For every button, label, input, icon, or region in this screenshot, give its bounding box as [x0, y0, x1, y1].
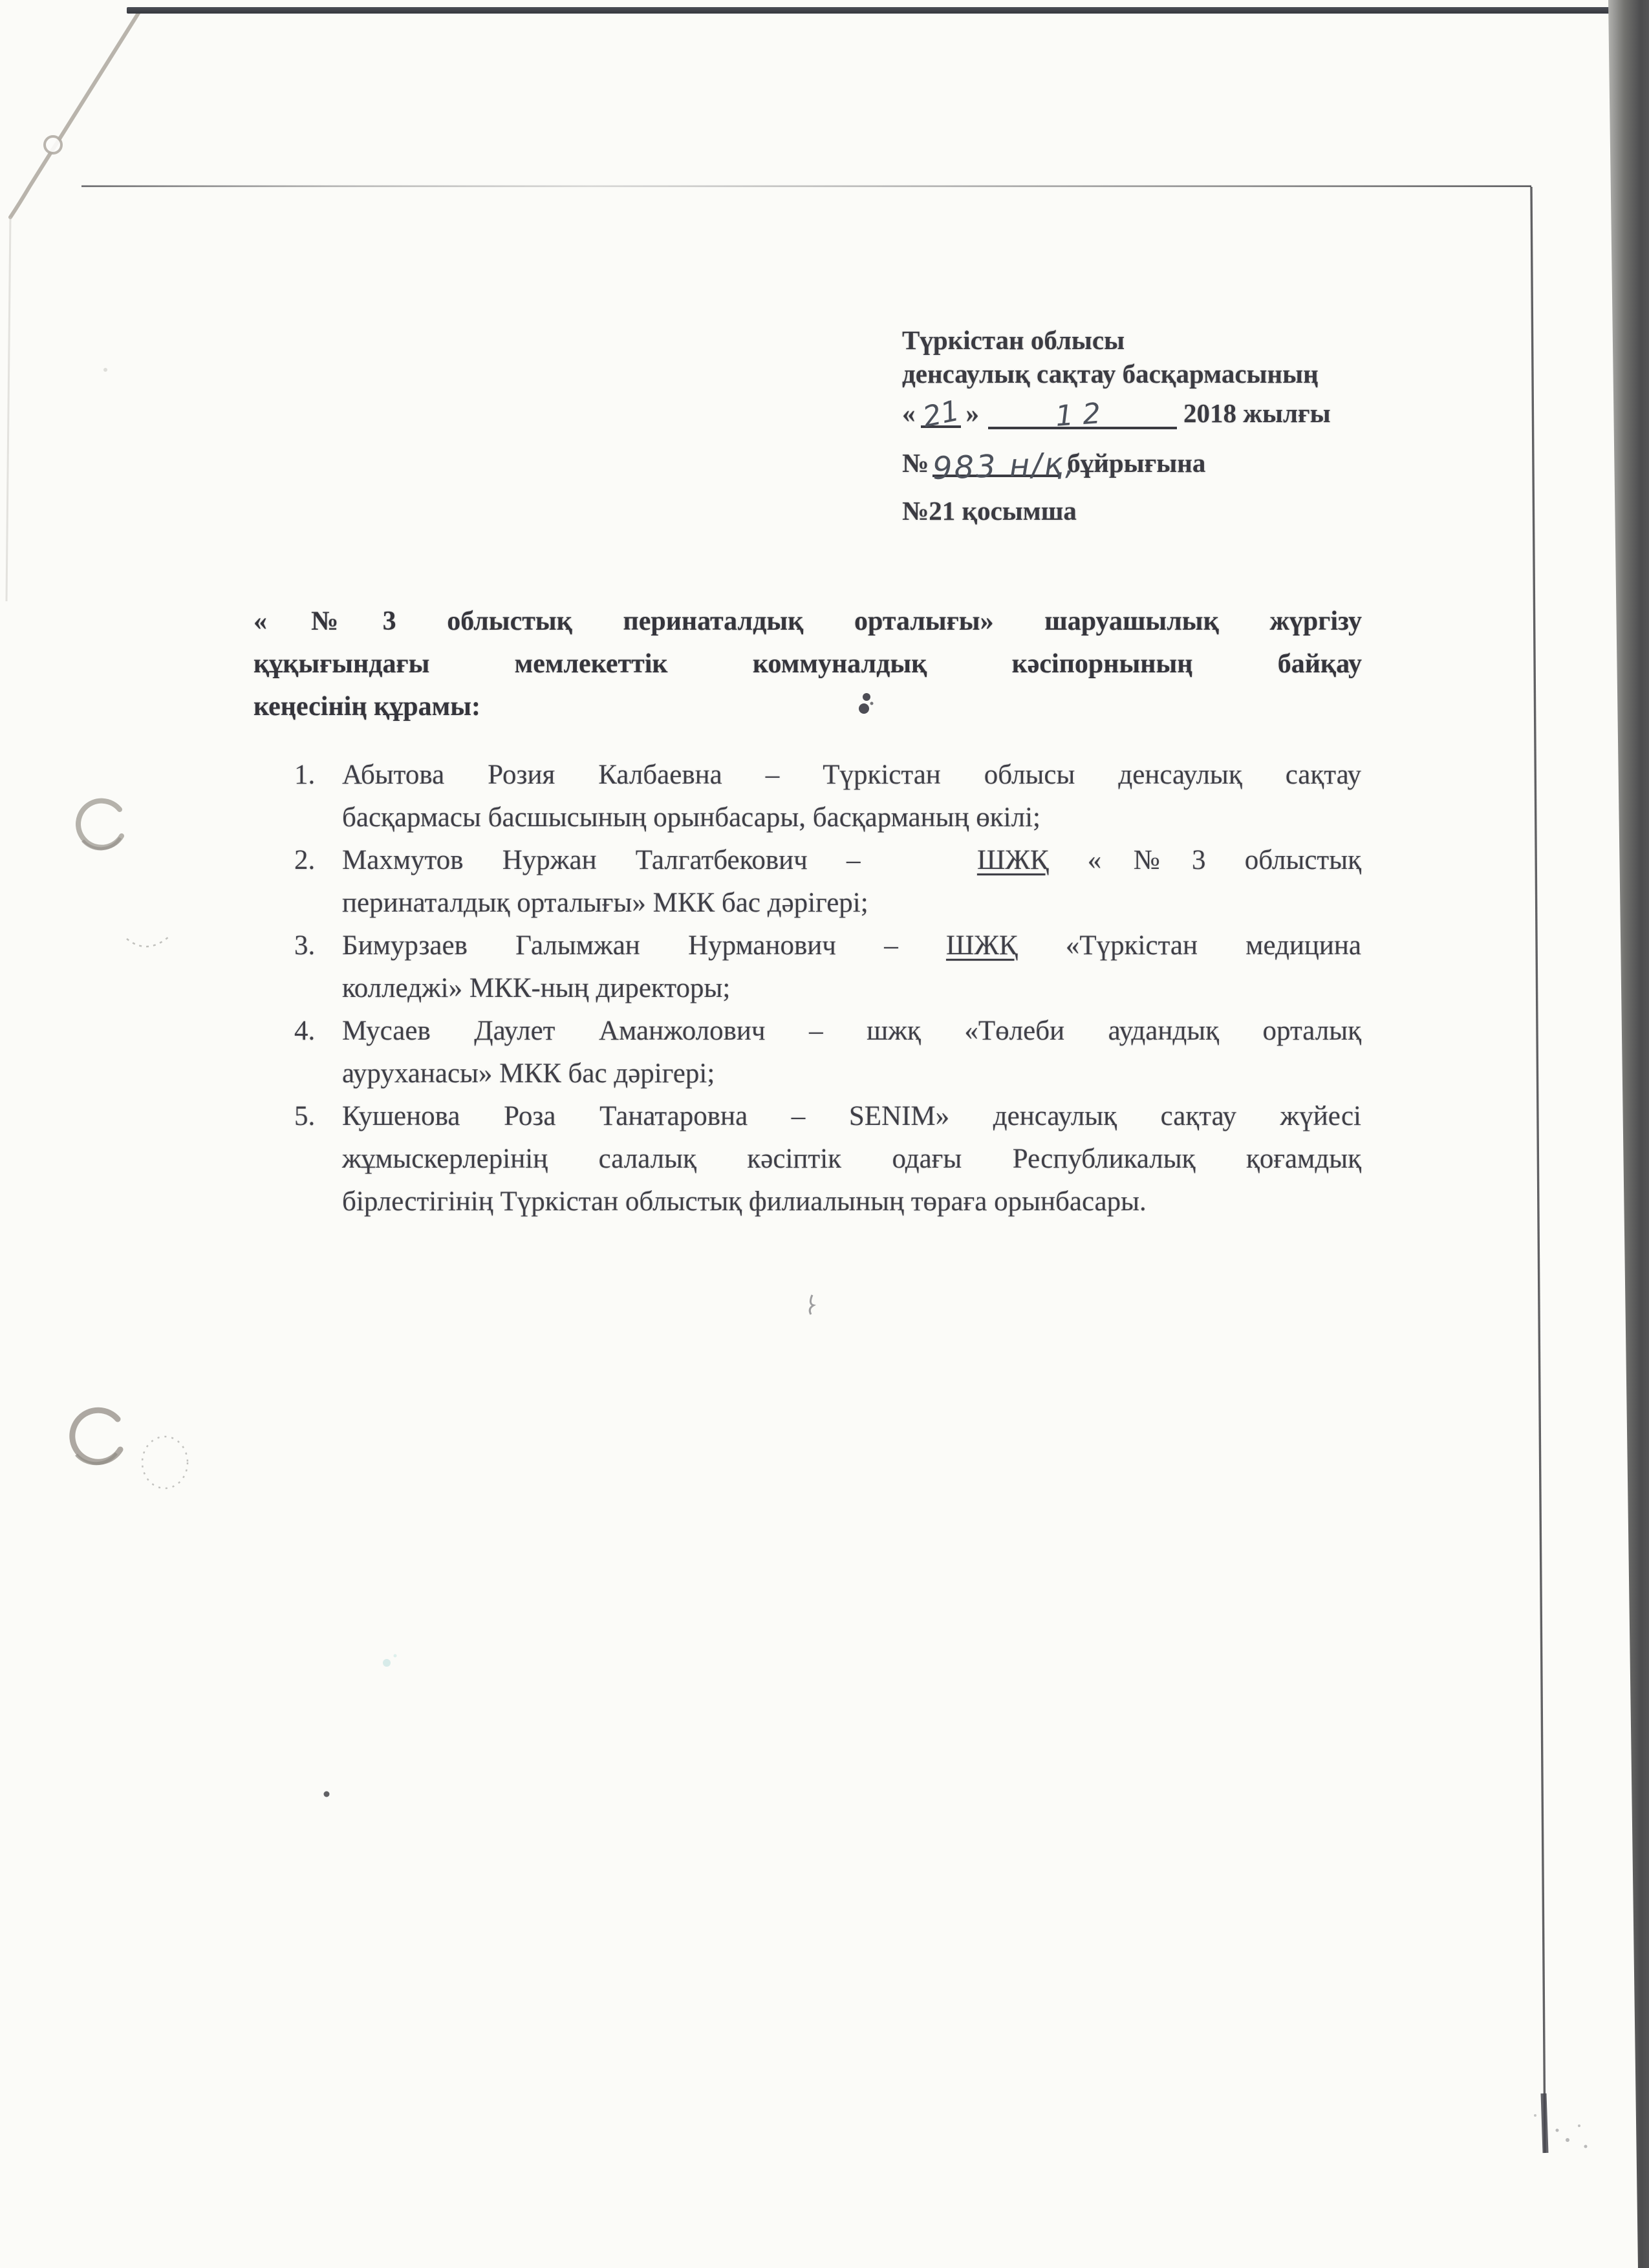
document-title: [253, 600, 1362, 728]
hole-punch-marks: [72, 801, 188, 1488]
text-segment: Кушенова Роза Танатаровна – SENIM» денсаулық сақтау жүйесі: [342, 1101, 1361, 1131]
text-line: [342, 1181, 1361, 1223]
item-number: 3.: [294, 930, 316, 961]
month-underline: [988, 396, 1177, 433]
item-number: 5.: [294, 1101, 316, 1131]
item-number: 1.: [294, 760, 316, 790]
text-segment: «№3 облыстық: [1048, 845, 1362, 875]
text-line: [342, 1095, 1361, 1138]
text-line: [342, 839, 1361, 882]
region-name: Түркістан облысы: [902, 325, 1125, 355]
order-word: бұйрығына: [1067, 448, 1206, 478]
appendix-number: №21 қосымша: [902, 496, 1077, 526]
item-text: [342, 1095, 1361, 1223]
text-segment: Абытова Розия Калбаевна – Түркістан облысы денсаулық сақтау: [342, 760, 1361, 790]
item-number: 2.: [294, 845, 316, 875]
year-text: 2018 жылғы: [1183, 398, 1331, 428]
text-segment: кеңесінің құрамы:: [253, 692, 480, 722]
text-segment: колледжі» МКК-ның директоры;: [342, 973, 731, 1003]
list-item: [294, 1095, 1361, 1223]
text-line: [342, 797, 1361, 839]
text-line: [342, 925, 1361, 967]
text-segment: бірлестігінің Түркістан облыстық филиалының төраға орынбасары.: [342, 1186, 1147, 1217]
number-sign: №: [902, 448, 929, 478]
text-line: [342, 882, 1361, 925]
text-segment: басқармасы басшысының орынбасары, басқарманың өкілі;: [342, 802, 1040, 833]
department-name: денсаулық сақтау басқармасының: [902, 359, 1319, 389]
text-line: [342, 967, 1361, 1010]
council-members-list: [294, 754, 1361, 1223]
handwritten-day: 21: [920, 394, 962, 434]
text-line: [253, 643, 1362, 685]
fold-bubble: [45, 136, 61, 153]
order-number-line: [902, 440, 1381, 491]
text-line: [342, 1138, 1361, 1181]
text-segment: Мусаев Даулет Аманжолович – шжқ «Төлеби аудандық орталық: [342, 1016, 1361, 1046]
text-segment: ауруханасы» МКК бас дәрігері;: [342, 1058, 715, 1089]
text-line: [253, 685, 1362, 728]
page-top-edge-line: [127, 7, 1610, 14]
text-segment: перинаталдық орталығы» МКК бас дәрігері;: [342, 888, 868, 918]
order-number-underline: [932, 445, 1077, 487]
text-line: [342, 1010, 1361, 1053]
list-item: [294, 1010, 1361, 1095]
handwritten-month: 12: [1054, 396, 1111, 433]
order-reference-block: [902, 323, 1381, 530]
list-item: [294, 925, 1361, 1010]
text-segment: жұмыскерлерінің салалық кәсіптік одағы Республикалық қоғамдық: [342, 1144, 1361, 1174]
day-underline: [920, 394, 962, 434]
order-date-line: [902, 394, 1381, 440]
item-text: [342, 925, 1361, 1010]
text-segment: құқығындағы мемлекеттік коммуналдық кәсіпорнының байқау: [253, 649, 1362, 679]
text-segment: Махмутов Нуржан Талгатбекович –: [342, 845, 977, 875]
quote-open: «: [902, 398, 916, 428]
text-line: [342, 1053, 1361, 1095]
quote-close: »: [965, 398, 979, 428]
list-item: [294, 839, 1361, 925]
text-segment: Бимурзаев Галымжан Нурманович –: [342, 930, 946, 961]
text-segment: «№3 облыстық перинаталдық орталығы» шаруашылық жүргізу: [253, 606, 1362, 636]
text-line: [253, 600, 1362, 643]
text-segment: «Түркістан медицина: [1017, 930, 1361, 961]
item-text: [342, 839, 1361, 925]
text-line: [342, 754, 1361, 797]
item-text: [342, 754, 1361, 839]
underlined-abbreviation: ШЖҚ: [976, 845, 1049, 875]
underlined-abbreviation: ШЖҚ: [946, 930, 1018, 961]
item-text: [342, 1010, 1361, 1095]
list-item: [294, 754, 1361, 839]
item-number: 4.: [294, 1016, 316, 1046]
handwritten-order-number: 983 н/қ,: [932, 445, 1077, 487]
corner-fold-line: [6, 9, 141, 601]
